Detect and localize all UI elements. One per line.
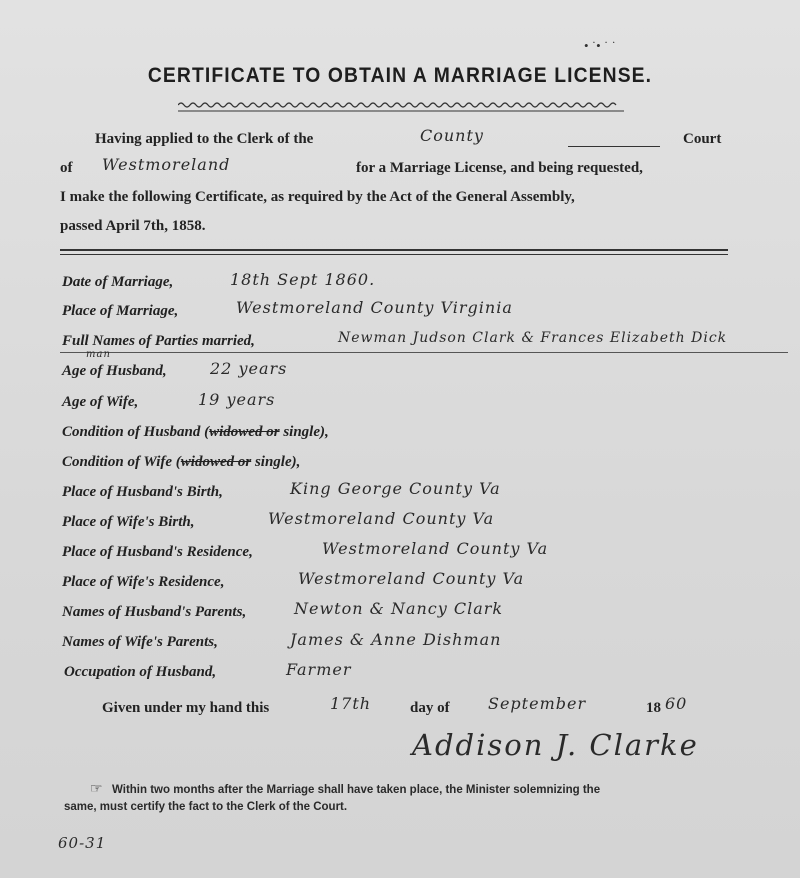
corner-marks: • ˙• ˙ ˙ (584, 38, 616, 53)
full-names-value: Newman Judson Clark & Frances Elizabeth Dick (338, 330, 728, 346)
date-of-marriage-label: Date of Marriage, (62, 274, 174, 290)
wife-birth-value: Westmoreland County Va (268, 509, 495, 528)
wife-residence-label: Place of Wife's Residence, (62, 574, 225, 590)
pointing-hand-icon: ☞ (90, 782, 103, 797)
place-of-marriage-value: Westmoreland County Virginia (236, 298, 513, 317)
footnote-line2: same, must certify the fact to the Clerk of the Court. (64, 801, 348, 813)
age-husband-value: 22 years (210, 359, 288, 378)
court-type-handwritten: County (420, 126, 484, 145)
condition-husband-struck: widowed or (209, 424, 280, 440)
occupation-value: Farmer (286, 660, 352, 679)
divider-bottom (60, 254, 728, 255)
husband-parents-label: Names of Husband's Parents, (62, 604, 247, 620)
full-names-continuation: man (86, 349, 111, 360)
court-blank-line (568, 146, 660, 147)
given-year-print: 18 (646, 700, 661, 716)
intro-line1-b: Court (683, 131, 722, 147)
given-text-b: day of (410, 700, 450, 716)
occupation-label: Occupation of Husband, (64, 664, 217, 680)
husband-birth-value: King George County Va (290, 479, 501, 498)
divider-top (60, 249, 728, 251)
condition-wife-struck: widowed or (180, 454, 252, 470)
clerk-signature: Addison J. Clarke (412, 728, 699, 762)
husband-residence-value: Westmoreland County Va (322, 539, 549, 558)
given-month: September (488, 694, 587, 713)
wife-parents-label: Names of Wife's Parents, (62, 634, 218, 650)
names-underline (60, 352, 788, 353)
county-handwritten: Westmoreland (102, 155, 231, 174)
condition-husband (62, 424, 329, 441)
intro-line4: passed April 7th, 1858. (60, 218, 206, 234)
age-wife-value: 19 years (198, 390, 276, 409)
age-wife-label: Age of Wife, (62, 394, 139, 410)
page-title: CERTIFICATE TO OBTAIN A MARRIAGE LICENSE. (147, 64, 653, 87)
wife-residence-value: Westmoreland County Va (298, 569, 525, 588)
given-day: 17th (330, 694, 372, 713)
condition-husband-rest: single), (279, 424, 329, 440)
date-of-marriage-value: 18th Sept 1860. (230, 270, 376, 289)
title-ornament (178, 101, 624, 115)
full-names-label: Full Names of Parties married, (62, 333, 255, 349)
husband-residence-label: Place of Husband's Residence, (62, 544, 253, 560)
given-text-a: Given under my hand this (102, 700, 270, 716)
condition-wife (62, 454, 300, 471)
page-reference: 60-31 (58, 834, 107, 852)
condition-wife-rest: single), (251, 454, 301, 470)
given-year-hand: 60 (665, 694, 688, 713)
condition-wife-label: Condition of Wife ( (62, 454, 181, 470)
age-husband-label: Age of Husband, (62, 363, 167, 379)
wife-parents-value: James & Anne Dishman (290, 630, 502, 649)
husband-birth-label: Place of Husband's Birth, (62, 484, 223, 500)
intro-line1-a: Having applied to the Clerk of the (95, 131, 314, 147)
intro-line2-b: for a Marriage License, and being requested, (356, 160, 643, 176)
intro-line2-a: of (60, 160, 73, 176)
place-of-marriage-label: Place of Marriage, (62, 303, 179, 319)
wife-birth-label: Place of Wife's Birth, (62, 514, 195, 530)
husband-parents-value: Newton & Nancy Clark (294, 599, 504, 618)
condition-husband-label: Condition of Husband ( (62, 424, 210, 440)
footnote-line1: Within two months after the Marriage shall have taken place, the Minister solemnizing the (112, 784, 601, 796)
intro-line3: I make the following Certificate, as required by the Act of the General Assembly, (60, 189, 575, 205)
